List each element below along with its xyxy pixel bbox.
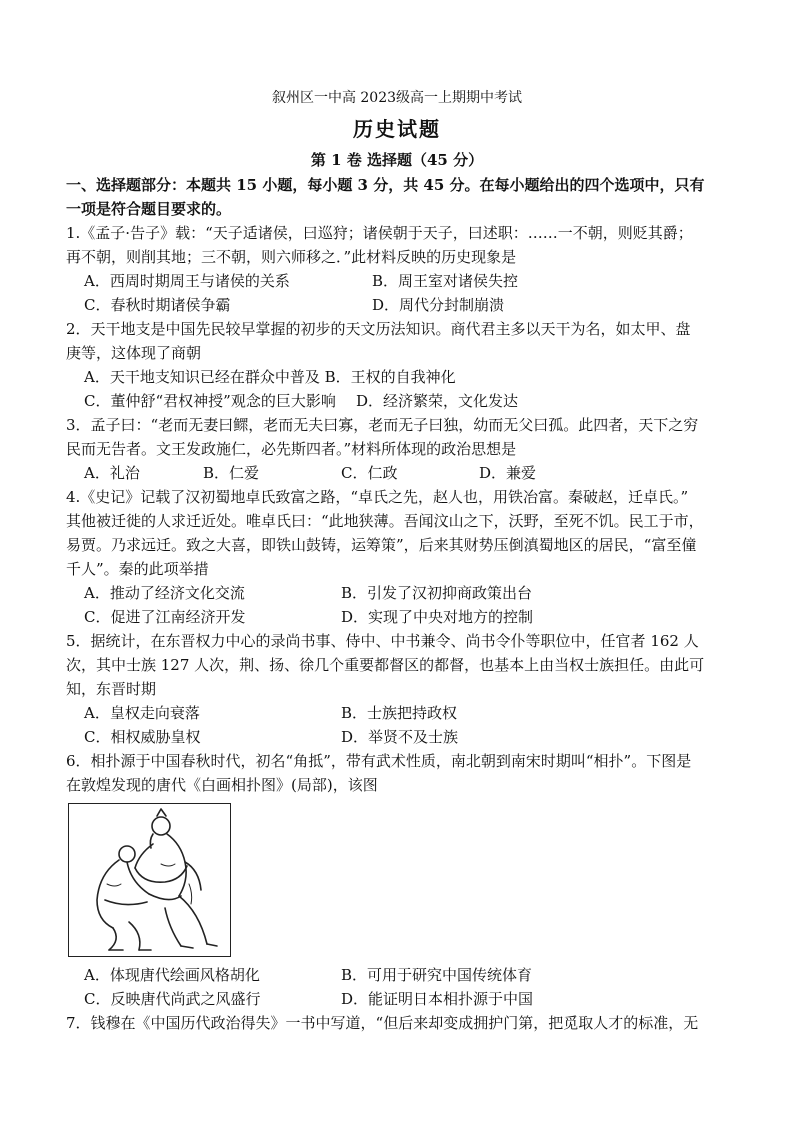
- q2-stem-line-2: 庚等，这体现了商朝: [66, 344, 202, 362]
- q6-stem-line-1: 6．相扑源于中国春秋时代，初名“角抵”，带有武术性质，南北朝到南宋时期叫“相扑”。下图是: [66, 752, 692, 770]
- q5-option-d[interactable]: D．举贤不及士族: [341, 728, 459, 746]
- q4-option-b[interactable]: B．引发了汉初抑商政策出台: [341, 584, 533, 602]
- q6-option-a[interactable]: A．体现唐代绘画风格胡化: [84, 966, 260, 984]
- q6-option-c[interactable]: C．反映唐代尚武之风盛行: [84, 990, 261, 1008]
- q3-option-d[interactable]: D．兼爱: [479, 464, 537, 482]
- q6-option-d[interactable]: D．能证明日本相扑源于中国: [341, 990, 534, 1008]
- q4-stem-line-3: 易贾。乃求远迁。致之大喜，即铁山鼓铸，运筹策”，后来其财势压倒滇蜀地区的居民，“富至僮: [66, 536, 697, 554]
- q1-option-a[interactable]: A．西周时期周王与诸侯的关系: [84, 272, 290, 290]
- q3-option-a[interactable]: A．礼治: [84, 464, 140, 482]
- q4-stem-line-4: 千人”。秦的此项举措: [66, 560, 209, 578]
- q1-option-d[interactable]: D．周代分封制崩溃: [372, 296, 505, 314]
- q1-stem-line-2: 再不朝，则削其地；三不朝，则六师移之．”此材料反映的历史现象是: [66, 248, 517, 266]
- q6-option-b[interactable]: B．可用于研究中国传统体育: [341, 966, 533, 984]
- q2-stem-line-1: 2．天干地支是中国先民较早掌握的初步的天文历法知识。商代君主多以天干为名，如太甲、盘: [66, 320, 691, 338]
- q5-stem-line-3: 知，东晋时期: [66, 680, 157, 698]
- wrestlers-illustration: [69, 804, 230, 956]
- sumo-wrestling-drawing: [68, 803, 231, 957]
- instructions-line-1: 一、选择题部分：本题共 15 小题，每小题 3 分，共 45 分。在每小题给出的四个选项中，只有: [66, 176, 705, 194]
- q6-stem-line-2: 在敦煌发现的唐代《白画相扑图》(局部)，该图: [66, 776, 378, 794]
- q2-option-c[interactable]: C．董仲舒“君权神授”观念的巨大影响: [84, 392, 336, 410]
- q7-stem-line-1: 7．钱穆在《中国历代政治得失》一书中写道，“但后来却变成拥护门第，把觅取人才的标准，无: [66, 1014, 699, 1032]
- q4-stem-line-2: 其他被迁徙的人求迁近处。唯卓氏曰：“此地狭薄。吾闻汶山之下，沃野，至死不饥。民工于市，: [66, 512, 704, 530]
- q5-option-b[interactable]: B．士族把持政权: [341, 704, 458, 722]
- q2-option-a-b[interactable]: A．天干地支知识已经在群众中普及 B．王权的自我神化: [84, 368, 456, 386]
- q1-option-c[interactable]: C．春秋时期诸侯争霸: [84, 296, 231, 314]
- q4-stem-line-1: 4.《史记》记载了汉初蜀地卓氏致富之路，“卓氏之先，赵人也，用铁冶富。秦破赵，迁卓氏。”: [66, 488, 689, 506]
- q5-stem-line-2: 次，其中士族 127 人次，荆、扬、徐几个重要都督区的都督，也基本上由当权士族担任。由此可: [66, 656, 705, 674]
- q3-option-c[interactable]: C．仁政: [341, 464, 398, 482]
- school-exam-line: 叙州区一中高 2023级高一上期期中考试: [271, 90, 523, 106]
- q1-option-b[interactable]: B．周王室对诸侯失控: [372, 272, 519, 290]
- q5-option-a[interactable]: A．皇权走向衰落: [84, 704, 200, 722]
- instructions-line-2: 一项是符合题目要求的。: [66, 200, 232, 218]
- q5-stem-line-1: 5．据统计，在东晋权力中心的录尚书事、侍中、中书兼令、尚书令仆等职位中，任官者 162 人: [66, 632, 699, 650]
- page-title: 历史试题: [353, 117, 441, 141]
- part-heading: 第 1 卷 选择题（45 分）: [310, 151, 484, 169]
- q4-option-c[interactable]: C．促进了江南经济开发: [84, 608, 246, 626]
- q5-option-c[interactable]: C．相权威胁皇权: [84, 728, 201, 746]
- q4-option-a[interactable]: A．推动了经济文化交流: [84, 584, 245, 602]
- q3-stem-line-2: 民而无告者。文王发政施仁，必先斯四者。”材料所体现的政治思想是: [66, 440, 517, 458]
- q2-option-d[interactable]: D．经济繁荣，文化发达: [356, 392, 519, 410]
- q4-option-d[interactable]: D．实现了中央对地方的控制: [341, 608, 534, 626]
- q1-stem-line-1: 1.《孟子·告子》载：“天子适诸侯，曰巡狩；诸侯朝于天子，曰述职：……一不朝，则贬其爵；: [66, 224, 693, 242]
- q3-stem-line-1: 3．孟子曰：“老而无妻曰鳏，老而无夫曰寡，老而无子曰独，幼而无父曰孤。此四者，天下之穷: [66, 416, 699, 434]
- q3-option-b[interactable]: B．仁爱: [203, 464, 260, 482]
